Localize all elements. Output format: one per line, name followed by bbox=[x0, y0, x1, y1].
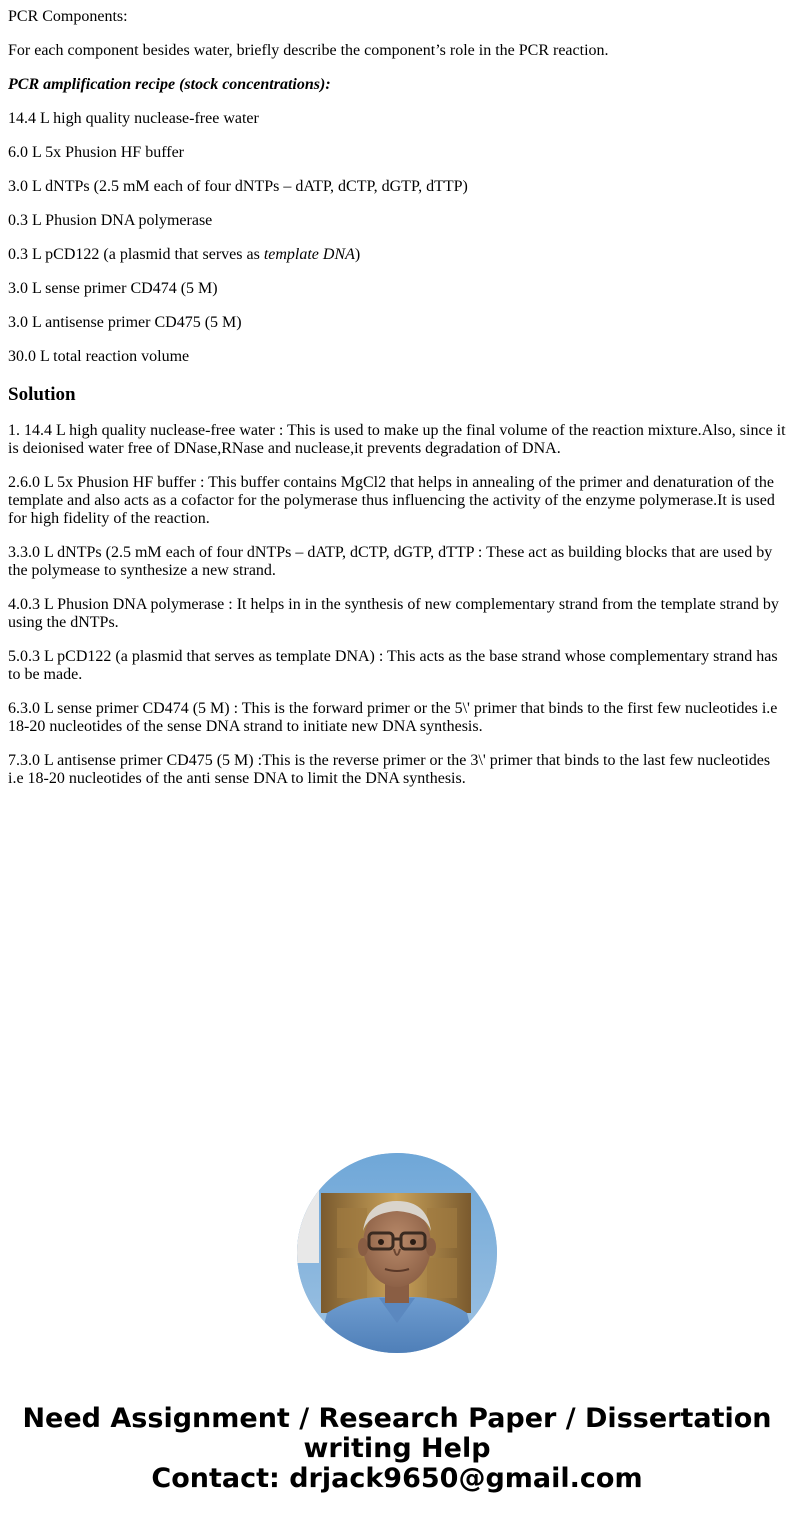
recipe-item-total-volume: 30.0 L total reaction volume bbox=[8, 348, 190, 365]
document-body bbox=[8, 8, 786, 804]
recipe-item-water: 14.4 L high quality nuclease-free water bbox=[8, 110, 259, 127]
answer-7: 7.3.0 L antisense primer CD475 (5 M) :This is the reverse primer or the 3\' primer that binds to the last few nucleotides i.e 18-20 nucleotides of the anti sense DNA to limit the DNA synthesis. bbox=[8, 752, 771, 787]
answer-6: 6.3.0 L sense primer CD474 (5 M) : This is the forward primer or the 5\' primer that binds to the first few nucleotides i.e 18-20 nucleotides of the sense DNA strand to initiate new DNA synthesis. bbox=[8, 700, 778, 735]
question-heading: PCR Components: bbox=[8, 8, 128, 25]
promo-banner bbox=[0, 1404, 794, 1494]
recipe-title: PCR amplification recipe (stock concentrations): bbox=[8, 76, 331, 93]
template-prefix: 0.3 L pCD122 (a plasmid that serves as bbox=[8, 246, 264, 263]
solution-heading: Solution bbox=[8, 384, 76, 405]
answer-1: 1. 14.4 L high quality nuclease-free water : This is used to make up the final volume of the reaction mixture.Also, since it is deionised water free of DNase,RNase and nuclease,it prevents degradation of DNA. bbox=[8, 422, 786, 457]
avatar bbox=[297, 1153, 497, 1353]
answer-2: 2.6.0 L 5x Phusion HF buffer : This buffer contains MgCl2 that helps in annealing of the primer and denaturation of the template and also acts as a cofactor for the polymerase thus influencing the activity of the enzyme polymerase.It is used for high fidelity of the reaction. bbox=[8, 474, 775, 527]
template-suffix: ) bbox=[354, 246, 361, 263]
answer-5: 5.0.3 L pCD122 (a plasmid that serves as template DNA) : This acts as the base strand whose complementary strand has to be made. bbox=[8, 648, 778, 683]
promo-line-contact: Contact: drjack9650@gmail.com bbox=[151, 1463, 643, 1494]
recipe-item-dntps: 3.0 L dNTPs (2.5 mM each of four dNTPs – dATP, dCTP, dGTP, dTTP) bbox=[8, 178, 468, 195]
recipe-item-template bbox=[8, 246, 786, 264]
promo-line-help: Need Assignment / Research Paper / Dissertation writing Help bbox=[22, 1403, 772, 1464]
avatar-portrait bbox=[297, 1153, 497, 1353]
template-italic: template DNA bbox=[263, 246, 355, 263]
recipe-item-antisense-primer: 3.0 L antisense primer CD475 (5 M) bbox=[8, 314, 242, 331]
answer-3: 3.3.0 L dNTPs (2.5 mM each of four dNTPs – dATP, dCTP, dGTP, dTTP : These act as building blocks that are used by the polymease to synthesize a new strand. bbox=[8, 544, 773, 579]
recipe-item-polymerase: 0.3 L Phusion DNA polymerase bbox=[8, 212, 213, 229]
answer-4: 4.0.3 L Phusion DNA polymerase : It helps in in the synthesis of new complementary strand from the template strand by using the dNTPs. bbox=[8, 596, 779, 631]
question-instruction: For each component besides water, briefly describe the component’s role in the PCR reaction. bbox=[8, 42, 609, 59]
recipe-item-buffer: 6.0 L 5x Phusion HF buffer bbox=[8, 144, 184, 161]
recipe-item-sense-primer: 3.0 L sense primer CD474 (5 M) bbox=[8, 280, 218, 297]
